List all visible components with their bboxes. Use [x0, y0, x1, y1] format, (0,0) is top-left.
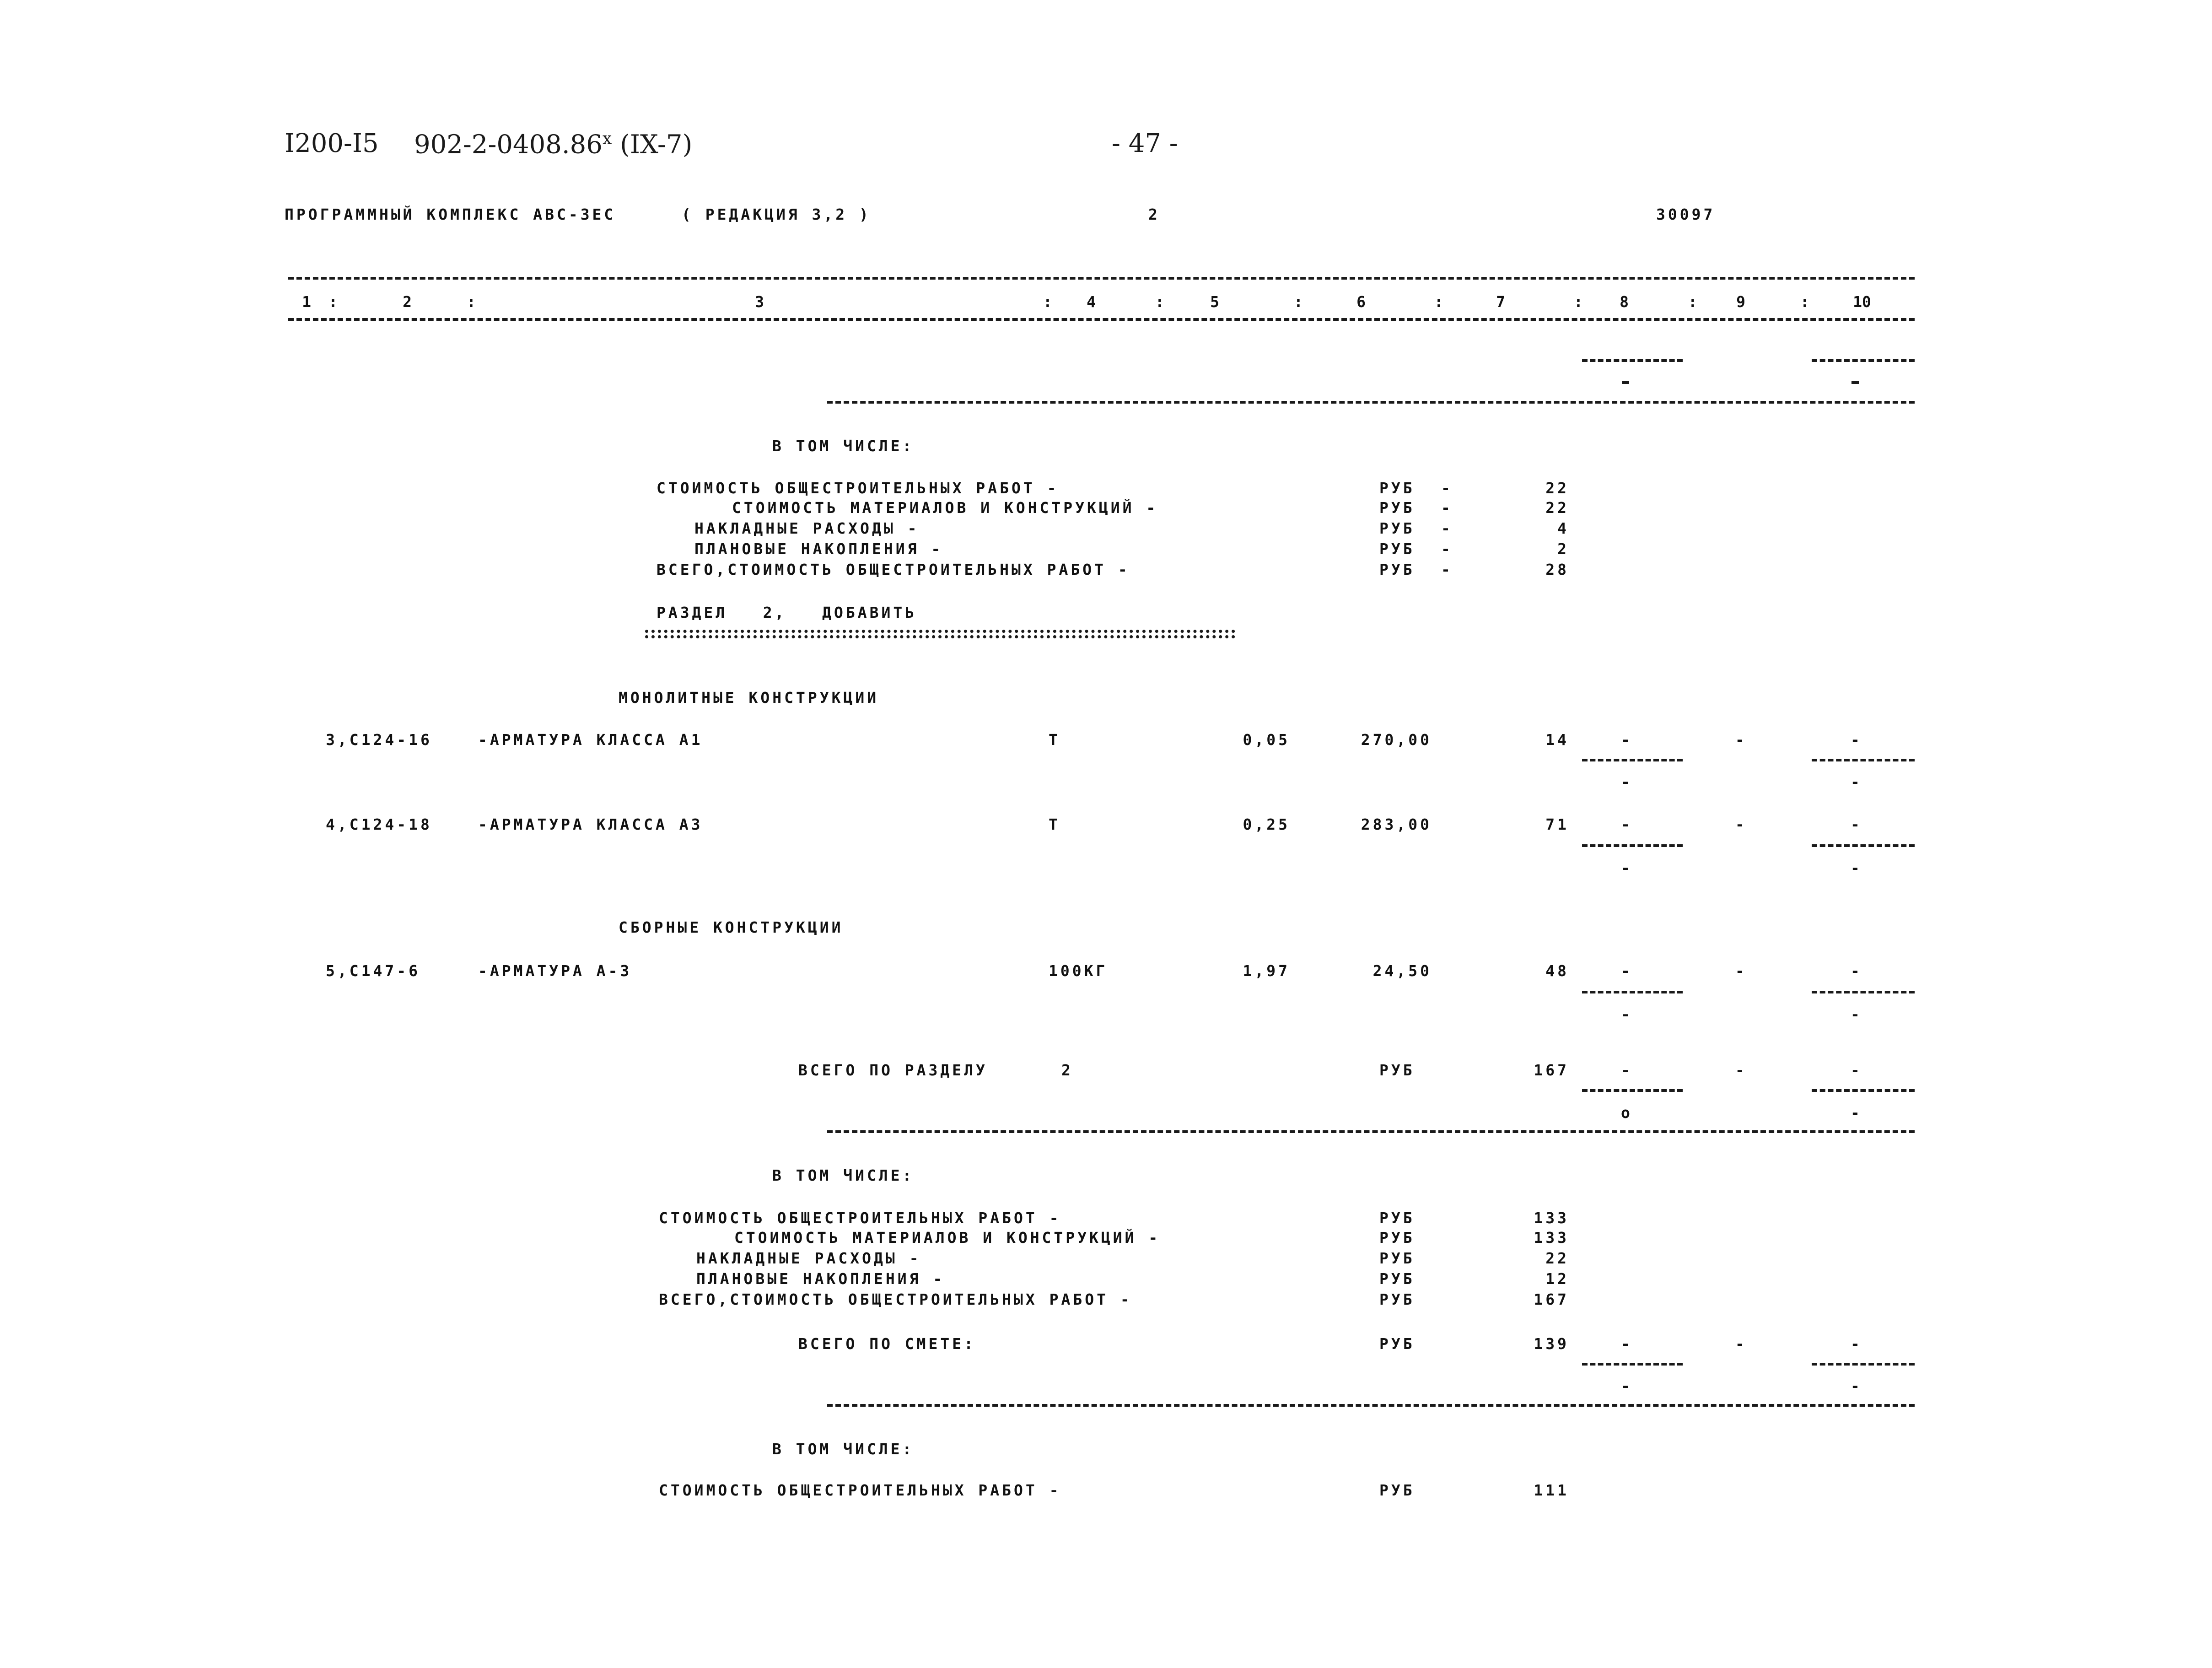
block1-row-unit: РУБ: [1379, 519, 1415, 537]
item-total: 48: [1545, 962, 1569, 980]
block2-row-label: ПЛАНОВЫЕ НАКОПЛЕНИЯ -: [696, 1270, 945, 1288]
block1-row-value: 28: [1545, 561, 1569, 578]
block1-row-dash: -: [1441, 519, 1453, 537]
item-col9: -: [1735, 731, 1747, 749]
item-col10-sub: -: [1851, 773, 1862, 791]
section-total-label: ВСЕГО ПО РАЗДЕЛУ: [798, 1061, 988, 1079]
block3-incl-label: В ТОМ ЧИСЛЕ:: [772, 1440, 915, 1458]
program-edition: ( РЕДАКЦИЯ 3,2 ): [682, 205, 871, 223]
col10-rule: [1812, 759, 1915, 761]
block2-row-unit: РУБ: [1379, 1209, 1415, 1227]
item-col8-sub: -: [1621, 859, 1633, 877]
block2-incl-label: В ТОМ ЧИСЛЕ:: [772, 1166, 915, 1184]
program-title: ПРОГРАММНЫЙ КОМПЛЕКС АВС-3ЕС: [285, 205, 616, 223]
item-col10: -: [1851, 731, 1862, 749]
item-col10: -: [1851, 815, 1862, 833]
section-total-unit: РУБ: [1379, 1061, 1415, 1079]
doc-number: 30097: [1656, 205, 1716, 223]
col-sep: :: [1574, 293, 1583, 311]
col-3: 3: [755, 293, 764, 311]
block2-row-value: 22: [1545, 1249, 1569, 1267]
block1-row-value: 4: [1557, 519, 1569, 537]
block2-row-value: 167: [1534, 1290, 1569, 1308]
item-code: 3,С124-16: [326, 731, 432, 749]
block2-row-label: НАКЛАДНЫЕ РАСХОДЫ -: [696, 1249, 921, 1267]
col10-rule: [1812, 1363, 1915, 1366]
col8-rule: [1582, 991, 1683, 993]
col8-rule: [1582, 359, 1683, 362]
header-rule-bottom: [288, 318, 1915, 321]
item-col8: -: [1621, 962, 1633, 980]
col-7: 7: [1496, 293, 1505, 311]
item-unit: 100КГ: [1049, 962, 1108, 980]
col-sep: :: [1800, 293, 1809, 311]
col8-rule: [1582, 1089, 1683, 1092]
block2-row-value: 133: [1534, 1229, 1569, 1247]
col10-dash-mark: [1851, 381, 1859, 384]
project-number: [414, 131, 692, 158]
col-1: 1: [302, 293, 311, 311]
block2-row-value: 133: [1534, 1209, 1569, 1227]
item-qty: 0,05: [1243, 731, 1290, 749]
item-qty: 0,25: [1243, 815, 1290, 833]
col-sep: :: [1294, 293, 1303, 311]
item-col10-sub: -: [1851, 859, 1862, 877]
item-name: -АРМАТУРА КЛАССА А3: [478, 815, 703, 833]
block1-row-value: 2: [1557, 540, 1569, 558]
block2-row-label: ВСЕГО,СТОИМОСТЬ ОБЩЕСТРОИТЕЛЬНЫХ РАБОТ -: [659, 1290, 1132, 1308]
item-name: -АРМАТУРА А-3: [478, 962, 632, 980]
col-sep: :: [328, 293, 338, 311]
item-col9: -: [1735, 962, 1747, 980]
estimate-total-col9: -: [1735, 1335, 1747, 1353]
item-col8: -: [1621, 815, 1633, 833]
estimate-total-label: ВСЕГО ПО СМЕТЕ:: [798, 1335, 976, 1353]
col8-rule: [1582, 1363, 1683, 1366]
item-unit: Т: [1049, 731, 1060, 749]
item-col8-sub: -: [1621, 1005, 1633, 1023]
block-rule: [827, 1130, 1915, 1133]
section-underline: [645, 630, 1235, 633]
section-total-number: 2: [1061, 1061, 1073, 1079]
block1-row-unit: РУБ: [1379, 479, 1415, 497]
col-sep: :: [1155, 293, 1164, 311]
block1-row-label: ПЛАНОВЫЕ НАКОПЛЕНИЯ -: [694, 540, 943, 558]
col10-rule: [1812, 844, 1915, 847]
section-total-col10: -: [1851, 1061, 1862, 1079]
col10-rule: [1812, 991, 1915, 993]
block2-row-label: СТОИМОСТЬ ОБЩЕСТРОИТЕЛЬНЫХ РАБОТ -: [659, 1209, 1061, 1227]
block1-incl-label: В ТОМ ЧИСЛЕ:: [772, 437, 915, 455]
item-name: -АРМАТУРА КЛАССА А1: [478, 731, 703, 749]
header-rule-top: [288, 277, 1915, 280]
estimate-total-value: 139: [1534, 1335, 1569, 1353]
block1-row-dash: -: [1441, 540, 1453, 558]
block2-row-label: СТОИМОСТЬ МАТЕРИАЛОВ И КОНСТРУКЦИЙ -: [734, 1229, 1161, 1247]
section-label: РАЗДЕЛ 2, ДОБАВИТЬ: [657, 604, 917, 621]
block1-row-label: ВСЕГО,СТОИМОСТЬ ОБЩЕСТРОИТЕЛЬНЫХ РАБОТ -: [657, 561, 1130, 578]
block1-row-label: НАКЛАДНЫЕ РАСХОДЫ -: [694, 519, 920, 537]
block2-row-unit: РУБ: [1379, 1290, 1415, 1308]
block1-row-label: СТОИМОСТЬ МАТЕРИАЛОВ И КОНСТРУКЦИЙ -: [732, 499, 1158, 517]
block2-row-unit: РУБ: [1379, 1229, 1415, 1247]
block1-row-dash: -: [1441, 499, 1453, 517]
col-sep: :: [1688, 293, 1697, 311]
block1-row-value: 22: [1545, 479, 1569, 497]
block1-row-dash: -: [1441, 479, 1453, 497]
block2-row-value: 12: [1545, 1270, 1569, 1288]
item-total: 14: [1545, 731, 1569, 749]
section-total-value: 167: [1534, 1061, 1569, 1079]
group1-title: МОНОЛИТНЫЕ КОНСТРУКЦИИ: [619, 689, 879, 707]
col8-rule: [1582, 844, 1683, 847]
item-col9: -: [1735, 815, 1747, 833]
col-5: 5: [1210, 293, 1219, 311]
col-4: 4: [1087, 293, 1096, 311]
block3-row-label: СТОИМОСТЬ ОБЩЕСТРОИТЕЛЬНЫХ РАБОТ -: [659, 1481, 1061, 1499]
col8-rule: [1582, 759, 1683, 761]
block1-row-unit: РУБ: [1379, 540, 1415, 558]
project-number-sup: x: [602, 130, 612, 148]
item-qty: 1,97: [1243, 962, 1290, 980]
item-unit: Т: [1049, 815, 1060, 833]
estimate-total-col10-sub: -: [1851, 1377, 1862, 1395]
sheet-number: 2: [1148, 205, 1160, 223]
block1-row-unit: РУБ: [1379, 561, 1415, 578]
col-8: 8: [1620, 293, 1629, 311]
item-price: 283,00: [1361, 815, 1432, 833]
block1-row-label: СТОИМОСТЬ ОБЩЕСТРОИТЕЛЬНЫХ РАБОТ -: [657, 479, 1059, 497]
estimate-total-col10: -: [1851, 1335, 1862, 1353]
col-6: 6: [1356, 293, 1366, 311]
block3-row-value: 111: [1534, 1481, 1569, 1499]
col10-rule: [1812, 1089, 1915, 1092]
estimate-total-col8: -: [1621, 1335, 1633, 1353]
block-rule: [827, 401, 1915, 404]
item-price: 270,00: [1361, 731, 1432, 749]
item-col10: -: [1851, 962, 1862, 980]
col10-rule: [1812, 359, 1915, 362]
block3-row-unit: РУБ: [1379, 1481, 1415, 1499]
block1-row-unit: РУБ: [1379, 499, 1415, 517]
item-total: 71: [1545, 815, 1569, 833]
col-9: 9: [1736, 293, 1745, 311]
estimate-total-unit: РУБ: [1379, 1335, 1415, 1353]
col-sep: :: [467, 293, 476, 311]
item-price: 24,50: [1372, 962, 1432, 980]
col-10: 10: [1853, 293, 1871, 311]
block2-row-unit: РУБ: [1379, 1249, 1415, 1267]
block-rule: [827, 1404, 1915, 1407]
block1-row-dash: -: [1441, 561, 1453, 578]
col-sep: :: [1043, 293, 1052, 311]
project-number-text: 902-2-0408.86: [414, 130, 603, 160]
section-total-col10-sub: -: [1851, 1104, 1862, 1122]
section-total-col8-sub: о: [1621, 1104, 1633, 1122]
section-total-col8: -: [1621, 1061, 1633, 1079]
section-total-col9: -: [1735, 1061, 1747, 1079]
item-code: 5,С147-6: [326, 962, 420, 980]
estimate-total-col8-sub: -: [1621, 1377, 1633, 1395]
item-code: 4,С124-18: [326, 815, 432, 833]
block1-row-value: 22: [1545, 499, 1569, 517]
project-suffix: (IX-7): [620, 130, 693, 160]
item-col8-sub: -: [1621, 773, 1633, 791]
item-col8: -: [1621, 731, 1633, 749]
group2-title: СБОРНЫЕ КОНСТРУКЦИИ: [619, 918, 844, 936]
section-underline: [645, 635, 1235, 638]
col8-dash-mark: [1622, 381, 1629, 384]
col-sep: :: [1434, 293, 1443, 311]
col-2: 2: [403, 293, 412, 311]
item-col10-sub: -: [1851, 1005, 1862, 1023]
page-number: - 47 -: [1112, 129, 1178, 158]
block2-row-unit: РУБ: [1379, 1270, 1415, 1288]
doc-code: I200-I5: [285, 129, 379, 158]
